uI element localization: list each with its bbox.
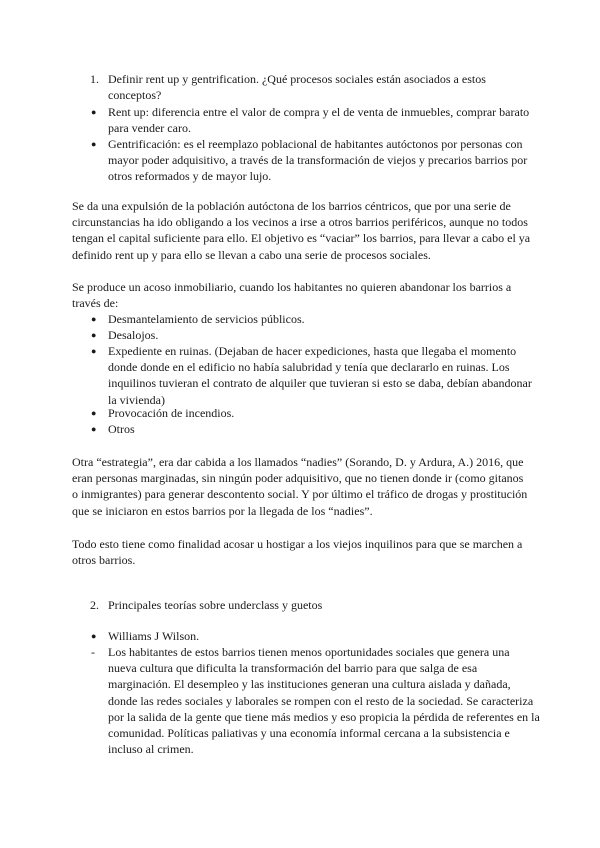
bullet-icon: ●	[91, 314, 97, 324]
bullet-icon: ●	[91, 139, 97, 149]
list-item	[90, 136, 540, 185]
list-item	[90, 421, 540, 437]
bullet-text: Otros	[108, 422, 135, 436]
list-item	[90, 644, 540, 757]
paragraph-estrategia: Otra “estrategia”, era dar cabida a los llamados “nadies” (Sorando, D. y Ardura, A.) 2016, que eran personas marginadas, sin ningún poder adquisitivo, que no tienen donde ir (como gitanos o inmigrantes) para generar descontento social. Y por último el tráfico de drogas y prostitución que se iniciaron en estos barrios por la llegada de los “nadies”.	[72, 455, 528, 518]
paragraph-acoso: Se produce un acoso inmobiliario, cuando los habitantes no quieren abandonar los barrios a través de:	[72, 280, 512, 311]
paragraph-expulsion: Se da una expulsión de la población autóctona de los barrios céntricos, que por una serie de circunstancias ha ido obligando a los vecinos a irse a otros barrios periféricos, aunque no todos tengan el capital suficiente para ello. El objetivo es “vaciar” los barrios, para llevar a cabo el ya definido rent up y para ello se llevan a cabo una serie de procesos sociales.	[72, 199, 531, 262]
bullet-text: Provocación de incendios.	[108, 406, 235, 420]
bullet-icon: ●	[91, 408, 97, 418]
list-item	[90, 104, 540, 136]
list-item	[90, 343, 540, 408]
list-item	[90, 311, 540, 327]
section-2-number: 2.	[90, 598, 99, 612]
bullet-text: Gentrificación: es el reemplazo poblacional de habitantes autóctonos por personas con mayor poder adquisitivo, a través de la transformación de viejos y precarios barrios por otros reformados y de mayor lujo.	[108, 137, 528, 184]
bullet-icon: ●	[91, 424, 97, 434]
section-1-heading	[90, 71, 540, 103]
dash-marker: -	[91, 645, 95, 659]
bullet-text: Desmantelamiento de servicios públicos.	[108, 312, 305, 326]
bullet-icon: ●	[91, 631, 97, 641]
list-item	[90, 405, 540, 421]
bullet-text: Rent up: diferencia entre el valor de compra y el de venta de inmuebles, comprar barato para vender caro.	[108, 105, 530, 136]
section-1-title: Definir rent up y gentrification. ¿Qué procesos sociales están asociados a estos conceptos?	[108, 72, 486, 103]
paragraph-finalidad: Todo esto tiene como finalidad acosar u hostigar a los viejos inquilinos para que se marchen a otros barrios.	[72, 537, 523, 568]
dash-text: Los habitantes de estos barrios tienen menos oportunidades sociales que genera una nueva cultura que dificulta la transformación del barrio para que salga de esa marginación. El desempleo y las instituciones generan una cultura aislada y dañada, donde las redes sociales y laborales se rompen con el resto de la sociedad. Se caracteriza por la salida de la gente que tiene más medios y eso propicia la pérdida de referentes en la comunidad. Políticas paliativas y una economía informal cercana a la subsistencia e incluso al crimen.	[108, 645, 540, 757]
section-2-title: Principales teorías sobre underclass y guetos	[108, 598, 323, 612]
bullet-icon: ●	[91, 346, 97, 356]
section-2-heading	[90, 597, 540, 613]
bullet-text: Expediente en ruinas. (Dejaban de hacer expediciones, hasta que llegaba el momento donde donde en el edificio no había salubridad y tenía que declararlo en ruinas. Los inquilinos tuvieran el contrato de alquiler que tuvieran si esto se daba, debían abandonar la vivienda)	[108, 344, 532, 407]
bullet-icon: ●	[91, 330, 97, 340]
bullet-text: Williams J Wilson.	[108, 629, 200, 643]
bullet-icon: ●	[91, 107, 97, 117]
section-1-number: 1.	[90, 72, 99, 86]
list-item	[90, 327, 540, 343]
bullet-text: Desalojos.	[108, 328, 159, 342]
list-item	[90, 628, 540, 644]
